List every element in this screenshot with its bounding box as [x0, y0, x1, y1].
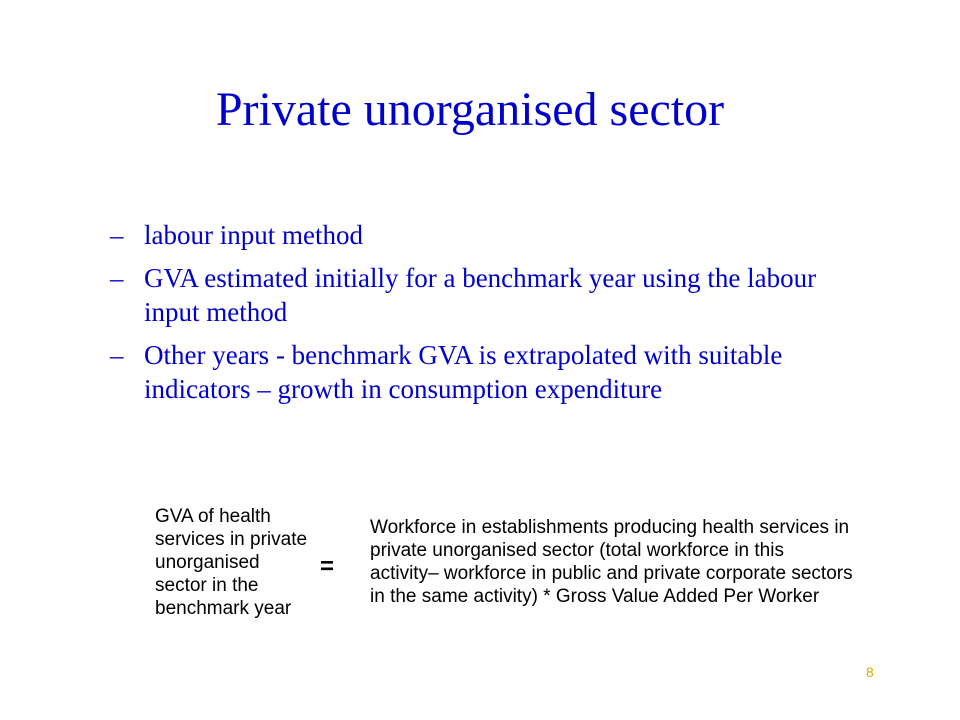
- bullet-text: labour input method: [144, 220, 363, 250]
- page-number: 8: [866, 664, 874, 680]
- formula-rhs-line: in the same activity) * Gross Value Added Per Worker: [370, 586, 820, 607]
- bullet-dash: –: [110, 220, 124, 250]
- formula-lhs-line: GVA of health: [155, 506, 271, 527]
- bullet-dash: –: [110, 340, 124, 370]
- slide-title: Private unorganised sector: [215, 83, 725, 136]
- bullet-item: [110, 218, 870, 252]
- formula-rhs: [370, 516, 860, 608]
- bullet-item: [110, 338, 870, 406]
- bullet-text: Other years - benchmark GVA is extrapolated with suitable indicators – growth in consumption expenditure: [144, 340, 783, 404]
- formula-lhs-line: services in private: [155, 529, 308, 550]
- formula-rhs-line: private unorganised sector (total workforce in this: [370, 540, 784, 561]
- bullet-list: [110, 218, 870, 415]
- formula-equals-sign: =: [320, 553, 335, 580]
- bullet-item: [110, 261, 870, 329]
- formula-lhs-line: benchmark year: [155, 598, 292, 619]
- formula-rhs-line: activity– workforce in public and private corporate sectors: [370, 563, 853, 584]
- bullet-text: GVA estimated initially for a benchmark year using the labour input method: [144, 263, 817, 327]
- formula-lhs-line: unorganised: [155, 552, 260, 573]
- formula-lhs-line: sector in the: [155, 575, 259, 596]
- bullet-dash: –: [110, 263, 124, 293]
- formula-lhs: [155, 505, 330, 620]
- formula-rhs-line: Workforce in establishments producing health services in: [370, 517, 850, 538]
